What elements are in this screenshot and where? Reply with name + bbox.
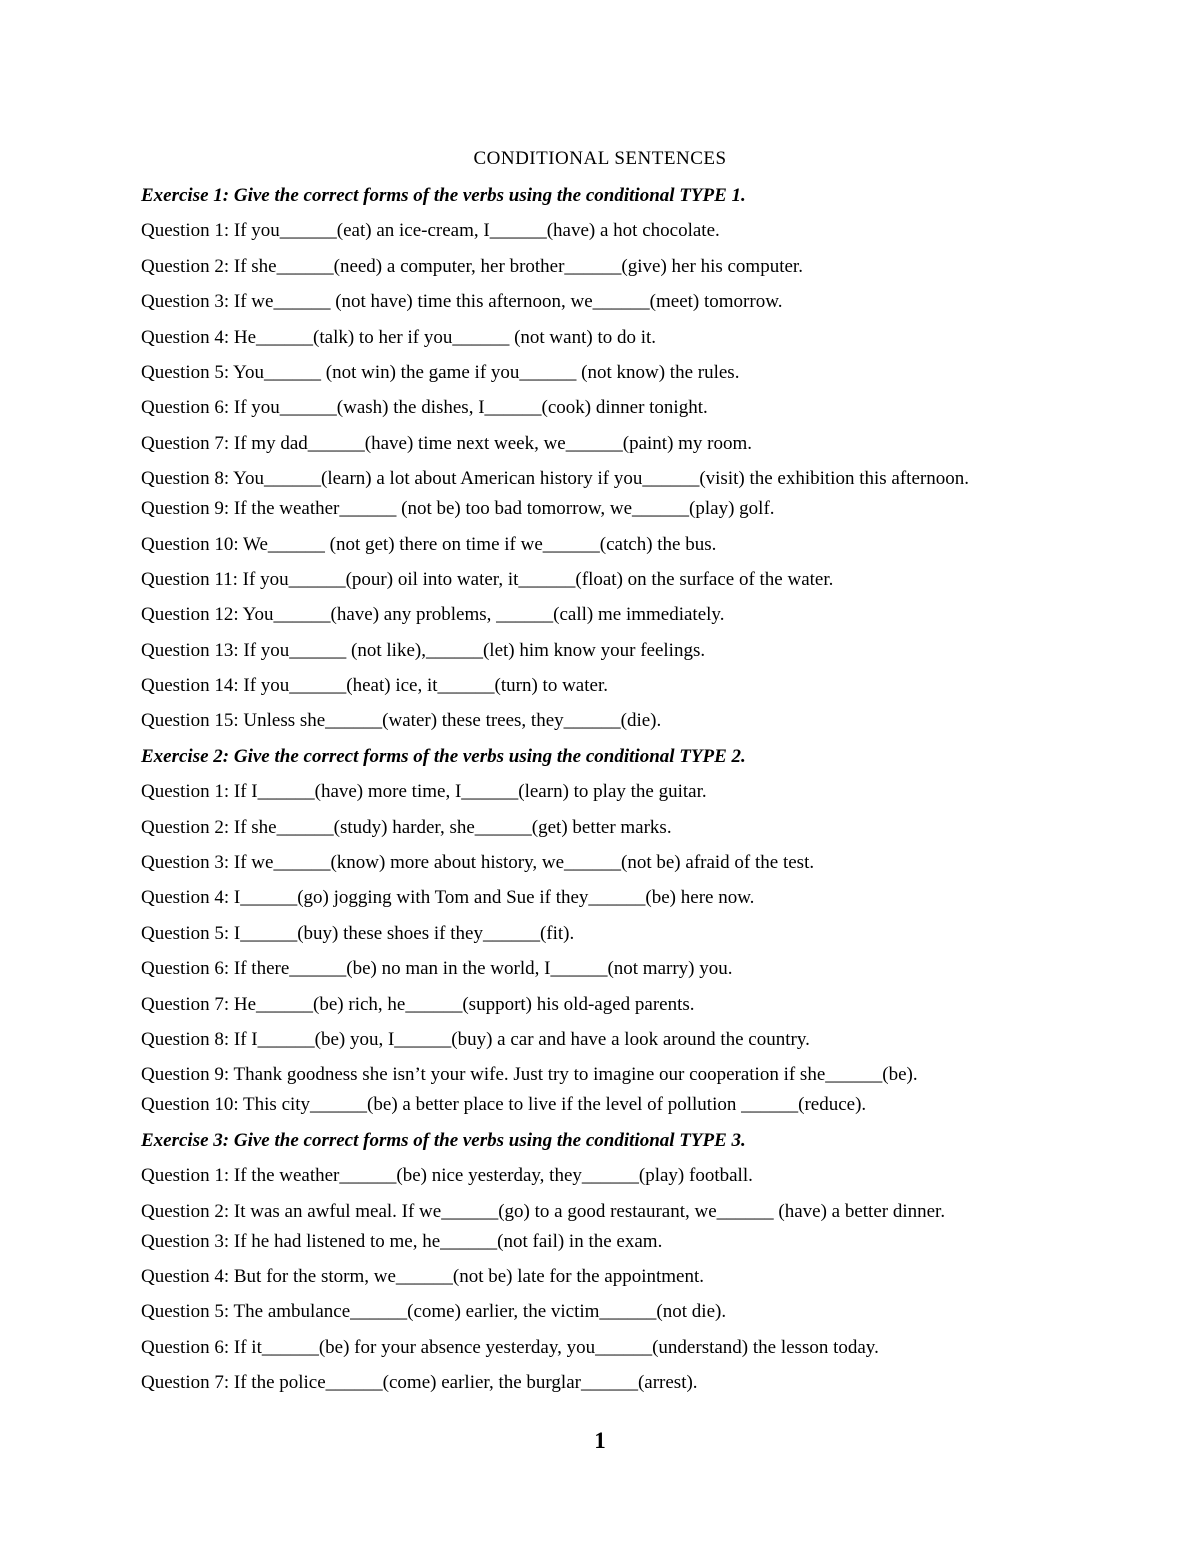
exercise-2-question-2: Question 2: If she______(study) harder, she______(get) better marks.	[141, 816, 672, 838]
exercise-3-question-6: Question 6: If it______(be) for your absence yesterday, you______(understand) the lesson today.	[141, 1336, 879, 1358]
exercise-content	[141, 183, 1141, 1406]
exercise-1-question-3: Question 3: If we______ (not have) time this afternoon, we______(meet) tomorrow.	[141, 291, 783, 313]
exercise-1-heading: Exercise 1: Give the correct forms of the verbs using the conditional TYPE 1.	[141, 185, 746, 206]
exercise-1-question-11: Question 11: If you______(pour) oil into water, it______(float) on the surface of the water.	[141, 568, 834, 590]
exercise-3-heading: Exercise 3: Give the correct forms of the verbs using the conditional TYPE 3.	[141, 1129, 746, 1151]
exercise-2-question-10: Question 10: This city______(be) a better place to live if the level of pollution ______(reduce).	[141, 1094, 867, 1116]
exercise-2-question-6: Question 6: If there______(be) no man in the world, I______(not marry) you.	[141, 958, 733, 980]
exercise-1-question-12: Question 12: You______(have) any problems, ______(call) me immediately.	[141, 604, 725, 626]
exercise-1-question-15: Question 15: Unless she______(water) these trees, they______(die).	[141, 710, 662, 732]
exercise-2-question-1: Question 1: If I______(have) more time, I______(learn) to play the guitar.	[141, 781, 707, 803]
exercise-2-question-4: Question 4: I______(go) jogging with Tom and Sue if they______(be) here now.	[141, 887, 755, 909]
exercise-1-question-8: Question 8: You______(learn) a lot about American history if you______(visit) the exhibition this afternoon.	[141, 468, 969, 490]
exercise-1-question-13: Question 13: If you______ (not like),______(let) him know your feelings.	[141, 639, 706, 661]
exercise-3-question-1: Question 1: If the weather______(be) nice yesterday, they______(play) football.	[141, 1165, 753, 1187]
exercise-2-question-3: Question 3: If we______(know) more about history, we______(not be) afraid of the test.	[141, 852, 815, 874]
exercise-1-question-6: Question 6: If you______(wash) the dishes, I______(cook) dinner tonight.	[141, 397, 708, 419]
exercise-2-heading: Exercise 2: Give the correct forms of the verbs using the conditional TYPE 2.	[141, 745, 746, 767]
exercise-1-question-1: Question 1: If you______(eat) an ice-cream, I______(have) a hot chocolate.	[141, 220, 720, 242]
exercise-3-question-7: Question 7: If the police______(come) earlier, the burglar______(arrest).	[141, 1372, 698, 1394]
exercise-1-question-4: Question 4: He______(talk) to her if you______ (not want) to do it.	[141, 326, 657, 348]
exercise-1-question-9: Question 9: If the weather______ (not be) too bad tomorrow, we______(play) golf.	[141, 498, 775, 520]
exercise-1-question-2: Question 2: If she______(need) a computer, her brother______(give) her his computer.	[141, 255, 803, 277]
page-title: CONDITIONAL SENTENCES	[473, 148, 727, 169]
exercise-3-question-4: Question 4: But for the storm, we______(not be) late for the appointment.	[141, 1265, 705, 1287]
exercise-3-question-5: Question 5: The ambulance______(come) earlier, the victim______(not die).	[141, 1301, 727, 1323]
exercise-2-question-8: Question 8: If I______(be) you, I______(buy) a car and have a look around the country.	[141, 1028, 810, 1050]
exercise-1-question-10: Question 10: We______ (not get) there on time if we______(catch) the bus.	[141, 533, 717, 555]
exercise-2-question-5: Question 5: I______(buy) these shoes if they______(fit).	[141, 922, 575, 944]
exercise-2-question-9: Question 9: Thank goodness she isn’t your wife. Just try to imagine our cooperation if she______(be).	[141, 1064, 918, 1086]
exercise-2-question-7: Question 7: He______(be) rich, he______(support) his old-aged parents.	[141, 993, 695, 1015]
exercise-3-question-3: Question 3: If he had listened to me, he______(not fail) in the exam.	[141, 1230, 663, 1252]
exercise-3-question-2: Question 2: It was an awful meal. If we______(go) to a good restaurant, we______ (have) a better dinner.	[141, 1200, 946, 1222]
exercise-1-question-7: Question 7: If my dad______(have) time next week, we______(paint) my room.	[141, 432, 753, 454]
exercise-1-question-14: Question 14: If you______(heat) ice, it______(turn) to water.	[141, 675, 608, 697]
exercise-1-question-5: Question 5: You______ (not win) the game if you______ (not know) the rules.	[141, 361, 740, 383]
page-number: 1	[594, 1428, 606, 1453]
